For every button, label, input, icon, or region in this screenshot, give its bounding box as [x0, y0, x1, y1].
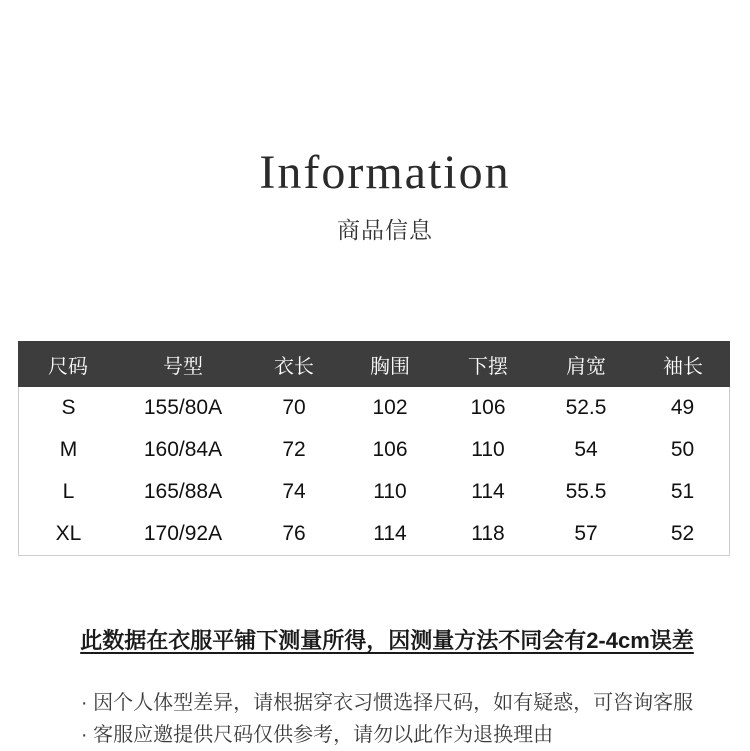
- title-block: [10, 148, 750, 245]
- page-subtitle: 商品信息: [337, 217, 433, 244]
- table-cell: 76: [248, 513, 340, 556]
- table-cell: 102: [340, 387, 440, 429]
- size-table-wrap: [18, 341, 730, 556]
- table-cell: 160/84A: [118, 429, 248, 471]
- table-cell: 114: [440, 471, 536, 513]
- page-title: Information: [259, 146, 511, 199]
- table-cell: 51: [636, 471, 730, 513]
- notes-section: [12, 687, 750, 751]
- table-cell: 70: [248, 387, 340, 429]
- col-header-sleeve: 袖长: [636, 341, 730, 387]
- measurement-disclaimer: 此数据在衣服平铺下测量所得，因测量方法不同会有2-4cm误差: [80, 628, 694, 653]
- table-cell: 57: [536, 513, 636, 556]
- table-cell: 155/80A: [118, 387, 248, 429]
- note-item-sizing-advice: · 因个人体型差异，请根据穿衣习惯选择尺码，如有疑惑，可咨询客服: [80, 692, 694, 714]
- table-cell: 54: [536, 429, 636, 471]
- table-row-m: [18, 429, 730, 471]
- table-cell: 118: [440, 513, 536, 556]
- col-header-length: 衣长: [248, 341, 340, 387]
- table-cell: 170/92A: [118, 513, 248, 556]
- col-header-size: 尺码: [18, 341, 118, 387]
- table-cell: L: [18, 471, 118, 513]
- col-header-hem: 下摆: [440, 341, 536, 387]
- col-header-model: 号型: [118, 341, 248, 387]
- header-row: [18, 341, 730, 387]
- table-cell: 50: [636, 429, 730, 471]
- table-cell: 106: [340, 429, 440, 471]
- col-header-bust: 胸围: [340, 341, 440, 387]
- table-row-xl: [18, 513, 730, 556]
- size-table-header: [18, 341, 730, 387]
- table-cell: 72: [248, 429, 340, 471]
- table-cell: 52.5: [536, 387, 636, 429]
- table-cell: M: [18, 429, 118, 471]
- table-cell: 110: [440, 429, 536, 471]
- table-cell: 106: [440, 387, 536, 429]
- table-cell: 55.5: [536, 471, 636, 513]
- table-row-s: [18, 387, 730, 429]
- table-cell: 74: [248, 471, 340, 513]
- notes-list: [81, 687, 693, 751]
- size-table: [18, 341, 730, 556]
- table-row-l: [18, 471, 730, 513]
- col-header-shoulder: 肩宽: [536, 341, 636, 387]
- table-cell: 52: [636, 513, 730, 556]
- size-table-body: [18, 387, 730, 556]
- table-cell: S: [18, 387, 118, 429]
- table-cell: 49: [636, 387, 730, 429]
- note-item-return-policy: · 客服应邀提供尺码仅供参考，请勿以此作为退换理由: [80, 724, 554, 746]
- table-cell: XL: [18, 513, 118, 556]
- table-cell: 165/88A: [118, 471, 248, 513]
- table-cell: 114: [340, 513, 440, 556]
- table-cell: 110: [340, 471, 440, 513]
